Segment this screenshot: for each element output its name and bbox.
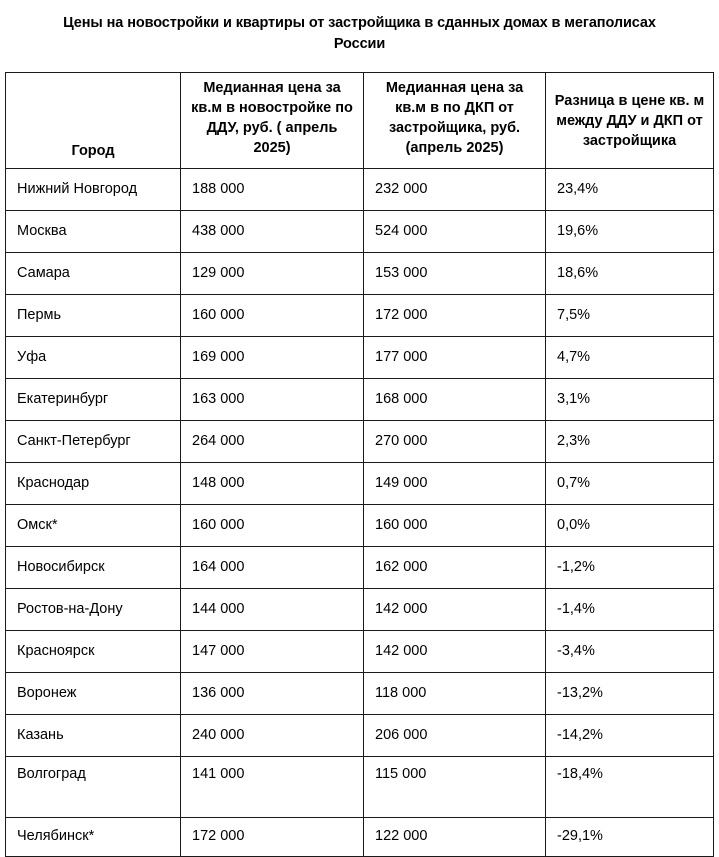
cell-dkp-price: 524 000 (364, 211, 546, 253)
cell-city: Волгоград (6, 757, 181, 818)
column-header-ddu-price: Медианная цена за кв.м в новостройке по ДДУ, руб. ( апрель 2025) (181, 73, 364, 169)
cell-city: Екатеринбург (6, 379, 181, 421)
cell-city: Санкт-Петербург (6, 421, 181, 463)
page-title: Цены на новостройки и квартиры от застройщика в сданных домах в мегаполисах России (63, 15, 656, 53)
table-row (6, 337, 714, 379)
cell-ddu-price: 164 000 (181, 547, 364, 589)
column-header-price-difference: Разница в цене кв. м между ДДУ и ДКП от застройщика (546, 73, 714, 169)
cell-dkp-price: 115 000 (364, 757, 546, 818)
table-row (6, 421, 714, 463)
cell-price-difference: -13,2% (546, 673, 714, 715)
cell-city: Новосибирск (6, 547, 181, 589)
cell-city: Москва (6, 211, 181, 253)
cell-price-difference: -1,4% (546, 589, 714, 631)
table-row (6, 211, 714, 253)
cell-price-difference: 0,7% (546, 463, 714, 505)
cell-city: Казань (6, 715, 181, 757)
cell-ddu-price: 172 000 (181, 818, 364, 857)
cell-city: Пермь (6, 295, 181, 337)
table-row (6, 547, 714, 589)
cell-price-difference: -29,1% (546, 818, 714, 857)
cell-price-difference: 4,7% (546, 337, 714, 379)
cell-dkp-price: 232 000 (364, 169, 546, 211)
cell-ddu-price: 163 000 (181, 379, 364, 421)
cell-ddu-price: 169 000 (181, 337, 364, 379)
table-row (6, 295, 714, 337)
table-row (6, 463, 714, 505)
cell-ddu-price: 144 000 (181, 589, 364, 631)
column-header-city: Город (6, 73, 181, 169)
cell-ddu-price: 188 000 (181, 169, 364, 211)
cell-ddu-price: 264 000 (181, 421, 364, 463)
table-body (6, 169, 714, 857)
cell-price-difference: -1,2% (546, 547, 714, 589)
table-row (6, 253, 714, 295)
cell-dkp-price: 142 000 (364, 589, 546, 631)
cell-dkp-price: 160 000 (364, 505, 546, 547)
cell-city: Челябинск* (6, 818, 181, 857)
cell-ddu-price: 129 000 (181, 253, 364, 295)
cell-price-difference: 23,4% (546, 169, 714, 211)
table-row (6, 379, 714, 421)
cell-city: Уфа (6, 337, 181, 379)
price-comparison-table (5, 72, 714, 857)
cell-ddu-price: 141 000 (181, 757, 364, 818)
cell-dkp-price: 206 000 (364, 715, 546, 757)
cell-ddu-price: 438 000 (181, 211, 364, 253)
cell-dkp-price: 270 000 (364, 421, 546, 463)
table-header-row (6, 73, 714, 169)
cell-dkp-price: 118 000 (364, 673, 546, 715)
cell-dkp-price: 168 000 (364, 379, 546, 421)
table-row (6, 715, 714, 757)
table-header (6, 73, 714, 169)
table-row (6, 631, 714, 673)
price-comparison-table-container (5, 72, 713, 857)
table-row (6, 757, 714, 818)
cell-city: Красноярск (6, 631, 181, 673)
cell-ddu-price: 160 000 (181, 505, 364, 547)
cell-city: Самара (6, 253, 181, 295)
cell-city: Омск* (6, 505, 181, 547)
cell-price-difference: 19,6% (546, 211, 714, 253)
cell-price-difference: -14,2% (546, 715, 714, 757)
cell-dkp-price: 142 000 (364, 631, 546, 673)
cell-price-difference: 3,1% (546, 379, 714, 421)
table-row (6, 673, 714, 715)
column-header-dkp-price: Медианная цена за кв.м в по ДКП от застройщика, руб. (апрель 2025) (364, 73, 546, 169)
cell-dkp-price: 177 000 (364, 337, 546, 379)
cell-ddu-price: 147 000 (181, 631, 364, 673)
cell-dkp-price: 172 000 (364, 295, 546, 337)
table-row (6, 818, 714, 857)
cell-price-difference: 2,3% (546, 421, 714, 463)
cell-dkp-price: 162 000 (364, 547, 546, 589)
cell-price-difference: -18,4% (546, 757, 714, 818)
cell-dkp-price: 149 000 (364, 463, 546, 505)
table-row (6, 589, 714, 631)
table-row (6, 169, 714, 211)
cell-city: Нижний Новгород (6, 169, 181, 211)
table-row (6, 505, 714, 547)
cell-city: Воронеж (6, 673, 181, 715)
cell-dkp-price: 153 000 (364, 253, 546, 295)
cell-price-difference: 0,0% (546, 505, 714, 547)
cell-ddu-price: 160 000 (181, 295, 364, 337)
cell-dkp-price: 122 000 (364, 818, 546, 857)
cell-price-difference: -3,4% (546, 631, 714, 673)
cell-ddu-price: 148 000 (181, 463, 364, 505)
cell-ddu-price: 240 000 (181, 715, 364, 757)
cell-price-difference: 18,6% (546, 253, 714, 295)
cell-price-difference: 7,5% (546, 295, 714, 337)
cell-city: Ростов-на-Дону (6, 589, 181, 631)
cell-city: Краснодар (6, 463, 181, 505)
cell-ddu-price: 136 000 (181, 673, 364, 715)
